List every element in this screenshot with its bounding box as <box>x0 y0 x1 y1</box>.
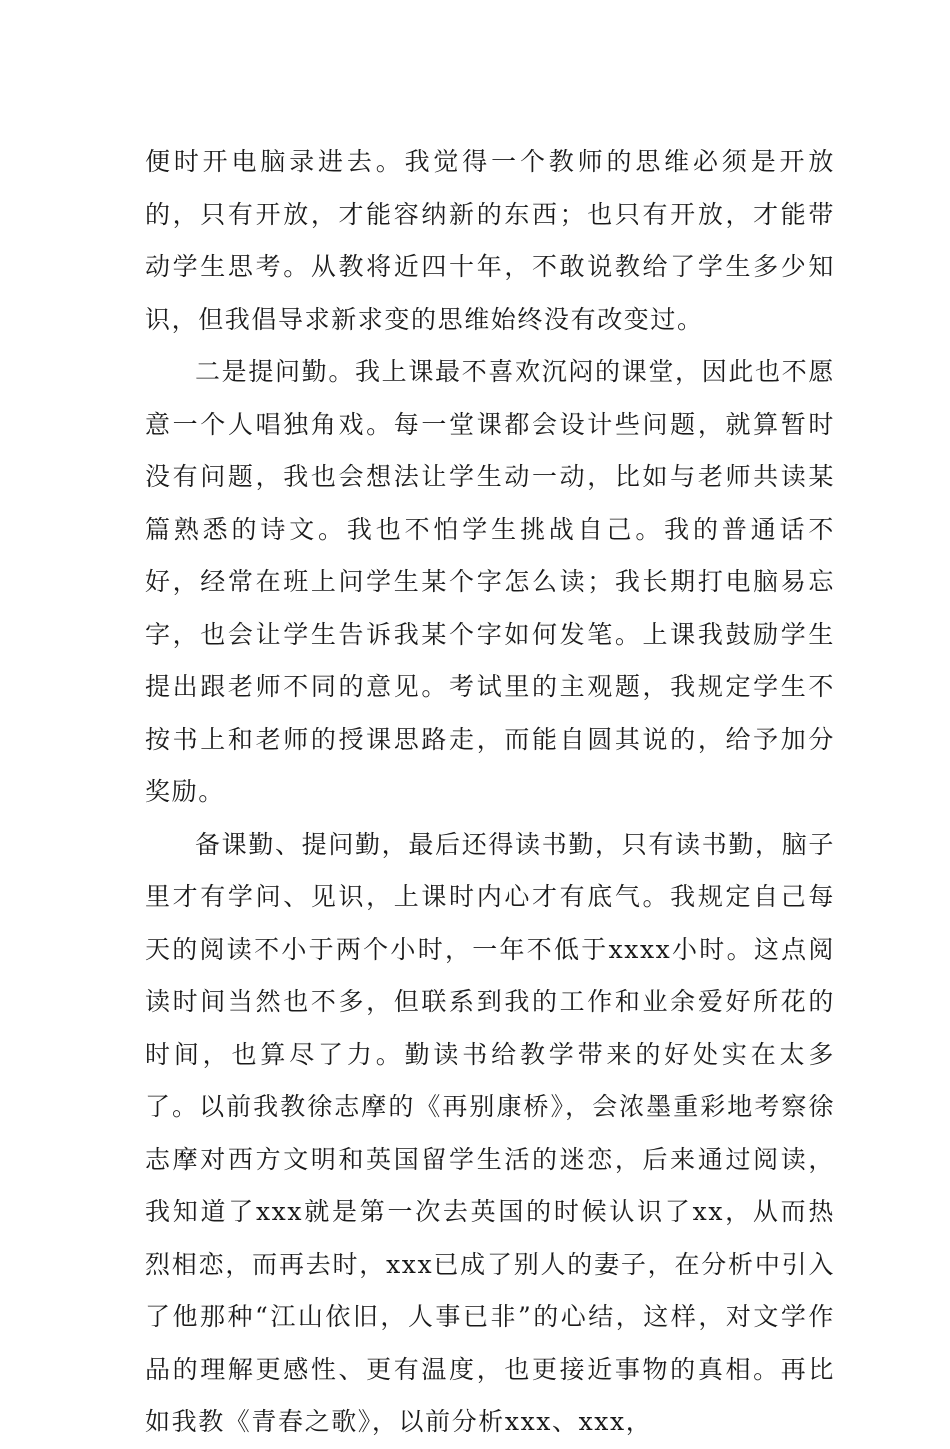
paragraph-1: 便时开电脑录进去。我觉得一个教师的思维必须是开放的，只有开放，才能容纳新的东西；也只有开放，才能带动学生思考。从教将近四十年，不敢说教给了学生多少知识，但我倡导求新求变的思维始终没有改变过。 <box>145 147 835 334</box>
paragraph-3: 备课勤、提问勤，最后还得读书勤，只有读书勤，脑子里才有学问、见识，上课时内心才有底气。我规定自己每天的阅读不小于两个小时，一年不低于xxxx小时。这点阅读时间当然也不多，但联系到我的工作和业余爱好所花的时间，也算尽了力。勤读书给教学带来的好处实在太多了。以前我教徐志摩的《再别康桥》，会浓墨重彩地考察徐志摩对西方文明和英国留学生活的迷恋，后来通过阅读，我知道了xxx就是第一次去英国的时候认识了xx，从而热烈相恋，而再去时，xxx已成了别人的妻子，在分析中引入了他那种“江山依旧，人事已非”的心结，这样，对文学作品的理解更感性、更有温度，也更接近事物的真相。再比如我教《青春之歌》，以前分析xxx、xxx， <box>145 829 835 1436</box>
document-body <box>145 136 835 1449</box>
paragraph-2: 二是提问勤。我上课最不喜欢沉闷的课堂，因此也不愿意一个人唱独角戏。每一堂课都会设计些问题，就算暂时没有问题，我也会想法让学生动一动，比如与老师共读某篇熟悉的诗文。我也不怕学生挑战自己。我的普通话不好，经常在班上问学生某个字怎么读；我长期打电脑易忘字，也会让学生告诉我某个字如何发笔。上课我鼓励学生提出跟老师不同的意见。考试里的主观题，我规定学生不按书上和老师的授课思路走，而能自圆其说的，给予加分奖励。 <box>145 357 835 806</box>
